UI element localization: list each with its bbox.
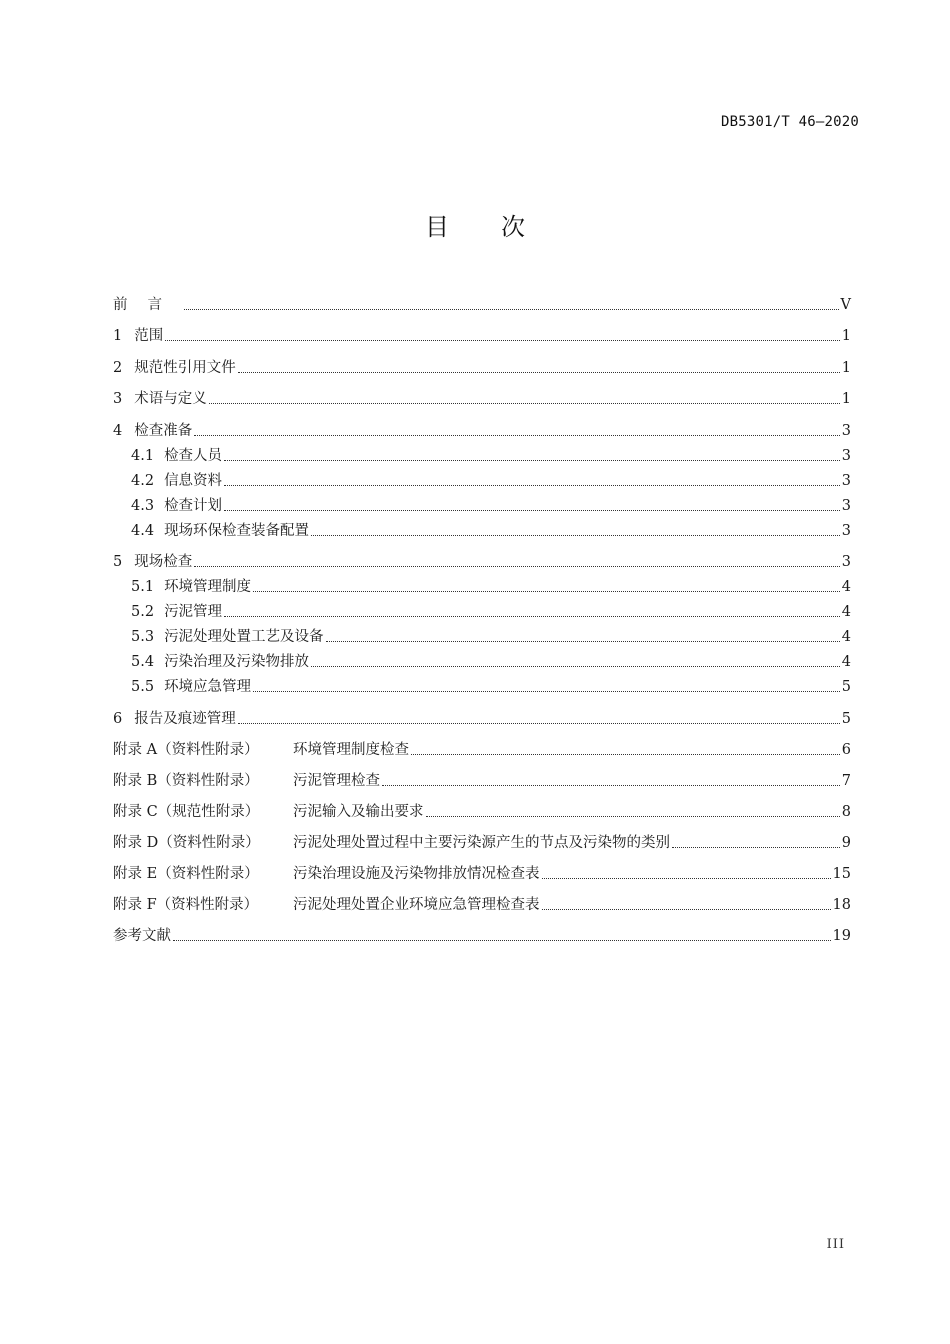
toc-entry-page: V [840,296,851,313]
toc-appendix-e[interactable] [113,853,851,884]
toc-entry-page: 3 [841,497,851,514]
dot-leader [326,640,840,642]
toc-entry-page: 7 [841,772,851,789]
toc-entry-text: 报告及痕迹管理 [134,710,236,727]
toc-entry-text: 范围 [134,328,164,344]
toc-entry-text: 规范性引用文件 [134,359,236,376]
dot-leader [426,815,840,817]
toc-entry-text: 污泥处理处置工艺及设备 [164,629,324,645]
toc-appendix-b[interactable] [113,760,851,791]
toc-entry-text: 污泥管理检查 [293,772,380,789]
dot-leader [311,665,840,667]
dot-leader [194,565,840,567]
toc-entry-page: 4 [841,604,851,620]
toc-entry-4-2[interactable] [113,466,851,491]
toc-entry-page: 1 [841,391,851,407]
toc-entry-5-2[interactable] [113,597,851,622]
dot-leader [184,308,839,310]
toc-entry-number: 5 [113,554,123,570]
toc-entry-page: 4 [841,579,851,595]
toc-appendix-a[interactable] [113,729,851,760]
toc-entry-page: 6 [841,741,851,758]
dot-leader [542,908,831,910]
toc-entry-number: 6 [113,710,123,727]
dot-leader [238,722,840,724]
dot-leader [382,784,840,786]
toc-entry-text: 污染治理设施及污染物排放情况检查表 [293,865,540,882]
dot-leader [194,434,840,436]
toc-entry-text: 污泥处理处置企业环境应急管理检查表 [293,896,540,913]
toc-entry-text: 现场环保检查装备配置 [164,522,310,539]
appendix-label: 附录 D（资料性附录） [113,834,260,851]
toc-entry-page: 15 [832,865,851,882]
toc-entry-number: 5.5 [131,679,155,695]
toc-entry-5-3[interactable] [113,622,851,647]
toc-entry-text: 术语与定义 [134,391,207,407]
toc-entry-number: 4.1 [131,447,155,464]
dot-leader [411,753,840,755]
toc-entry-preface[interactable] [113,283,851,315]
toc-entry-page: 3 [841,522,851,539]
dot-leader [165,339,840,341]
dot-leader [311,534,840,536]
toc-entry-3[interactable] [113,378,851,410]
toc-appendix-d[interactable] [113,822,851,853]
toc-entry-page: 5 [841,679,851,695]
toc-entry-5-5[interactable] [113,672,851,697]
dot-leader [672,846,840,848]
toc-entry-page: 3 [841,447,851,464]
toc-entry-page: 5 [841,710,851,727]
toc-entry-text: 污泥输入及输出要求 [293,803,424,820]
appendix-label: 附录 F（资料性附录） [113,896,259,913]
dot-leader [224,459,840,461]
toc-appendix-c[interactable] [113,791,851,822]
toc-entry-text: 信息资料 [164,472,223,489]
dot-leader [209,402,840,404]
toc-entry-number: 4 [113,422,123,439]
toc-entry-4-3[interactable] [113,491,851,516]
toc-entry-text: 现场检查 [134,554,193,570]
toc-entry-number: 4.4 [131,522,155,539]
toc-entry-page: 4 [841,629,851,645]
toc-entry-4-1[interactable] [113,441,851,466]
toc-entry-4[interactable] [113,409,851,441]
toc-entry-number: 4.3 [131,497,155,514]
toc-entry-number: 2 [113,359,123,376]
toc-entry-number: 1 [113,328,123,344]
toc-entry-text: 环境管理制度 [164,579,252,595]
toc-entry-number: 5.1 [131,579,155,595]
appendix-label: 附录 A（资料性附录） [113,741,259,758]
toc-entry-page: 3 [841,472,851,489]
toc-appendix-f[interactable] [113,884,851,915]
toc-entry-number: 5.4 [131,654,155,670]
appendix-label: 附录 C（规范性附录） [113,803,260,820]
toc-entry-page: 3 [841,554,851,570]
toc-entry-5[interactable] [113,541,851,573]
toc-entry-text: 环境管理制度检查 [293,741,409,758]
toc-entry-number: 5.2 [131,604,155,620]
toc-entry-6[interactable] [113,697,851,729]
table-of-contents [113,283,851,946]
document-code: DB5301/T 46—2020 [720,114,859,130]
toc-entry-text: 检查计划 [164,497,223,514]
toc-entry-text: 检查人员 [164,447,223,464]
dot-leader [224,615,840,617]
page-number: III [826,1237,845,1252]
toc-entry-1[interactable] [113,315,851,347]
toc-entry-text: 环境应急管理 [164,679,252,695]
dot-leader [542,877,831,879]
page-title: 目次 [425,213,577,241]
appendix-label: 附录 E（资料性附录） [113,865,259,882]
dot-leader [238,371,840,373]
toc-entry-5-4[interactable] [113,647,851,672]
appendix-label: 附录 B（资料性附录） [113,772,259,789]
toc-entry-page: 1 [841,328,851,344]
toc-entry-text: 污染治理及污染物排放 [164,654,310,670]
toc-entry-page: 18 [832,896,851,913]
dot-leader [224,484,840,486]
toc-entry-page: 3 [841,422,851,439]
toc-entry-text: 污泥处理处置过程中主要污染源产生的节点及污染物的类别 [293,834,670,851]
toc-entry-page: 1 [841,359,851,376]
toc-entry-5-1[interactable] [113,572,851,597]
toc-entry-text: 污泥管理 [164,604,223,620]
toc-entry-page: 19 [832,927,851,944]
dot-leader [224,509,840,511]
toc-entry-4-4[interactable] [113,516,851,541]
dot-leader [253,690,840,692]
toc-entry-page: 8 [841,803,851,820]
toc-entry-page: 4 [841,654,851,670]
toc-entry-number: 4.2 [131,472,155,489]
toc-entry-text: 前言 [113,296,182,313]
toc-entry-number: 5.3 [131,629,155,645]
dot-leader [173,939,831,941]
toc-entry-number: 3 [113,391,123,407]
toc-entry-page: 9 [841,834,851,851]
toc-entry-references[interactable] [113,915,851,946]
toc-entry-text: 参考文献 [113,927,171,944]
toc-entry-2[interactable] [113,346,851,378]
toc-entry-text: 检查准备 [134,422,193,439]
dot-leader [253,590,840,592]
